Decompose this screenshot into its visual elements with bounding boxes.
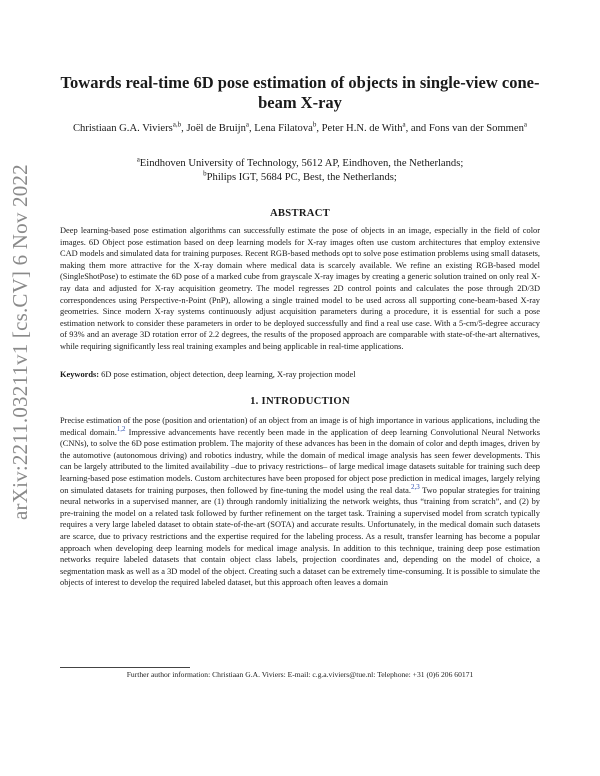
author-name: Joël de Bruijn — [186, 123, 246, 134]
intro-text: Two popular strategies for training neural networks in a supervised manner, are (1) through randomly initializing the network weights, thus “training from scratch”, and (2) by pre-training the model on a related task followed by further refinement on the target task. Training a supervised model from scratch typically requires a very large labeled dataset to obtain state-of-the-art (SOTA) and accurate results. Unfortunately, in the medical domain such datasets are scarce, due to privacy restrictions and the expertise required for the labeling process. As a result, transfer learning has become a popular approach when developing deep learning models for medical image analysis. In addition to this technique, training deep pose estimation networks require labeled datasets that contain object class labels, projection coordinates and, depending on the model of choice, a segmentation mask as well as a 3D model of the object. Creating such a dataset can be extremely time-consuming. It is possible to simulate the objects of interest to develop the required labeled dataset, but this approach often leaves a domain — [60, 485, 540, 588]
section-heading-introduction: 1. INTRODUCTION — [250, 396, 350, 407]
abstract-body: Deep learning-based pose estimation algorithms can successfully estimate the pose of objects in an image, especially in the field of color images. 6D Object pose estimation based on deep learning models for X-ray images often use custom architectures that employ extensive CAD models and simulated data for training purposes. Recent RGB-based methods opt to solve pose estimation problems using small datasets, making them more attractive for the X-ray domain where medical data is scarcely available. We refine an existing RGB-based model (SingleShotPose) to estimate the 6D pose of a marked cube from grayscale X-ray images by creating a generic solution trained on only real X-ray data and adjusted for X-ray acquisition geometry. The model regresses 2D control points and calculates the pose through 2D/3D correspondences using Perspective-n-Point (PnP), allowing a single trained model to be used across all supporting cone-beam-based X-ray geometries. Since modern X-ray systems continuously adjust acquisition parameters during a procedure, it is essential for such a pose estimation network to consider these parameters in order to be deployed successfully and find a real use case. With a 5-cm/5-degree accuracy of 93% and an average 3D rotation error of 2.2 degrees, the results of the proposed approach are comparable with state-of-the-art alternatives, while requiring significantly less real training examples and being applicable in real-time applications. — [60, 226, 540, 351]
keywords-line — [60, 369, 540, 381]
author-list — [58, 122, 542, 136]
arxiv-stamp[interactable]: arXiv:2211.03211v1 [cs.CV] 6 Nov 2022 — [8, 164, 32, 520]
author-name: Peter H.N. de With — [321, 123, 403, 134]
paper-title: Towards real-time 6D pose estimation of objects in single-view cone-beam X-ray — [60, 73, 540, 112]
citation-link[interactable]: 1,2 — [116, 424, 126, 433]
author-separator: , — [316, 123, 322, 134]
affiliation — [60, 157, 540, 171]
author-footnote: Further author information: Christiaan G.A. Viviers: E-mail: c.g.a.viviers@tue.nl: Telephone: +31 (0)6 206 60171 — [126, 670, 474, 679]
author-name: Christiaan G.A. Viviers — [72, 123, 173, 134]
author-separator: , — [248, 123, 255, 134]
author-affil-mark: a — [245, 120, 249, 129]
affiliation-text: Philips IGT, 5684 PC, Best, the Netherlands; — [206, 172, 397, 183]
abstract-heading: ABSTRACT — [269, 208, 331, 219]
author-name: Fons van der Sommen — [428, 123, 524, 134]
author-affil-mark: a,b — [172, 120, 182, 129]
footnote-rule — [60, 667, 190, 668]
affiliation-text: Eindhoven University of Technology, 5612 AP, Eindhoven, the Netherlands; — [139, 158, 464, 169]
citation-link[interactable]: 2,3 — [410, 482, 420, 491]
author-separator: , — [181, 123, 187, 134]
author-name: Lena Filatova — [254, 123, 313, 134]
author-affil-mark: b — [312, 120, 317, 129]
affiliation-mark: a — [136, 155, 140, 164]
intro-text: Precise estimation of the pose (position and orientation) of an object from an image is of high importance in various applications, including the medical domain. — [60, 416, 540, 437]
affiliation-list — [60, 157, 540, 185]
author-affil-mark: a — [402, 120, 406, 129]
affiliation-mark: b — [203, 169, 207, 178]
keywords-label: Keywords: — [60, 370, 100, 379]
intro-text: Impressive advancements have recently been made in the application of deep learning Convolutional Neural Networks (CNNs), to solve the 6D pose estimation problem. The majority of these advances has been in the domain of color and depth images, driven by the automotive (autonomous driving) and robotics industry, while the domain of medical image analysis has seen fewer developments. This can be largely attributed to the limited availability –due to privacy restrictions– of large medical image datasets suitable for training such deep learning-based pose estimation models. Custom architectures have been proposed for object pose prediction in medical images, largely relying on simulated datasets for training purposes, then followed by fine-tuning the model using the real data. — [60, 427, 540, 495]
author-separator: , and — [405, 123, 429, 134]
affiliation — [60, 171, 540, 185]
keywords-text: 6D pose estimation, object detection, deep learning, X-ray projection model — [101, 370, 356, 379]
introduction-body — [60, 415, 540, 589]
author-affil-mark: a — [523, 120, 528, 129]
